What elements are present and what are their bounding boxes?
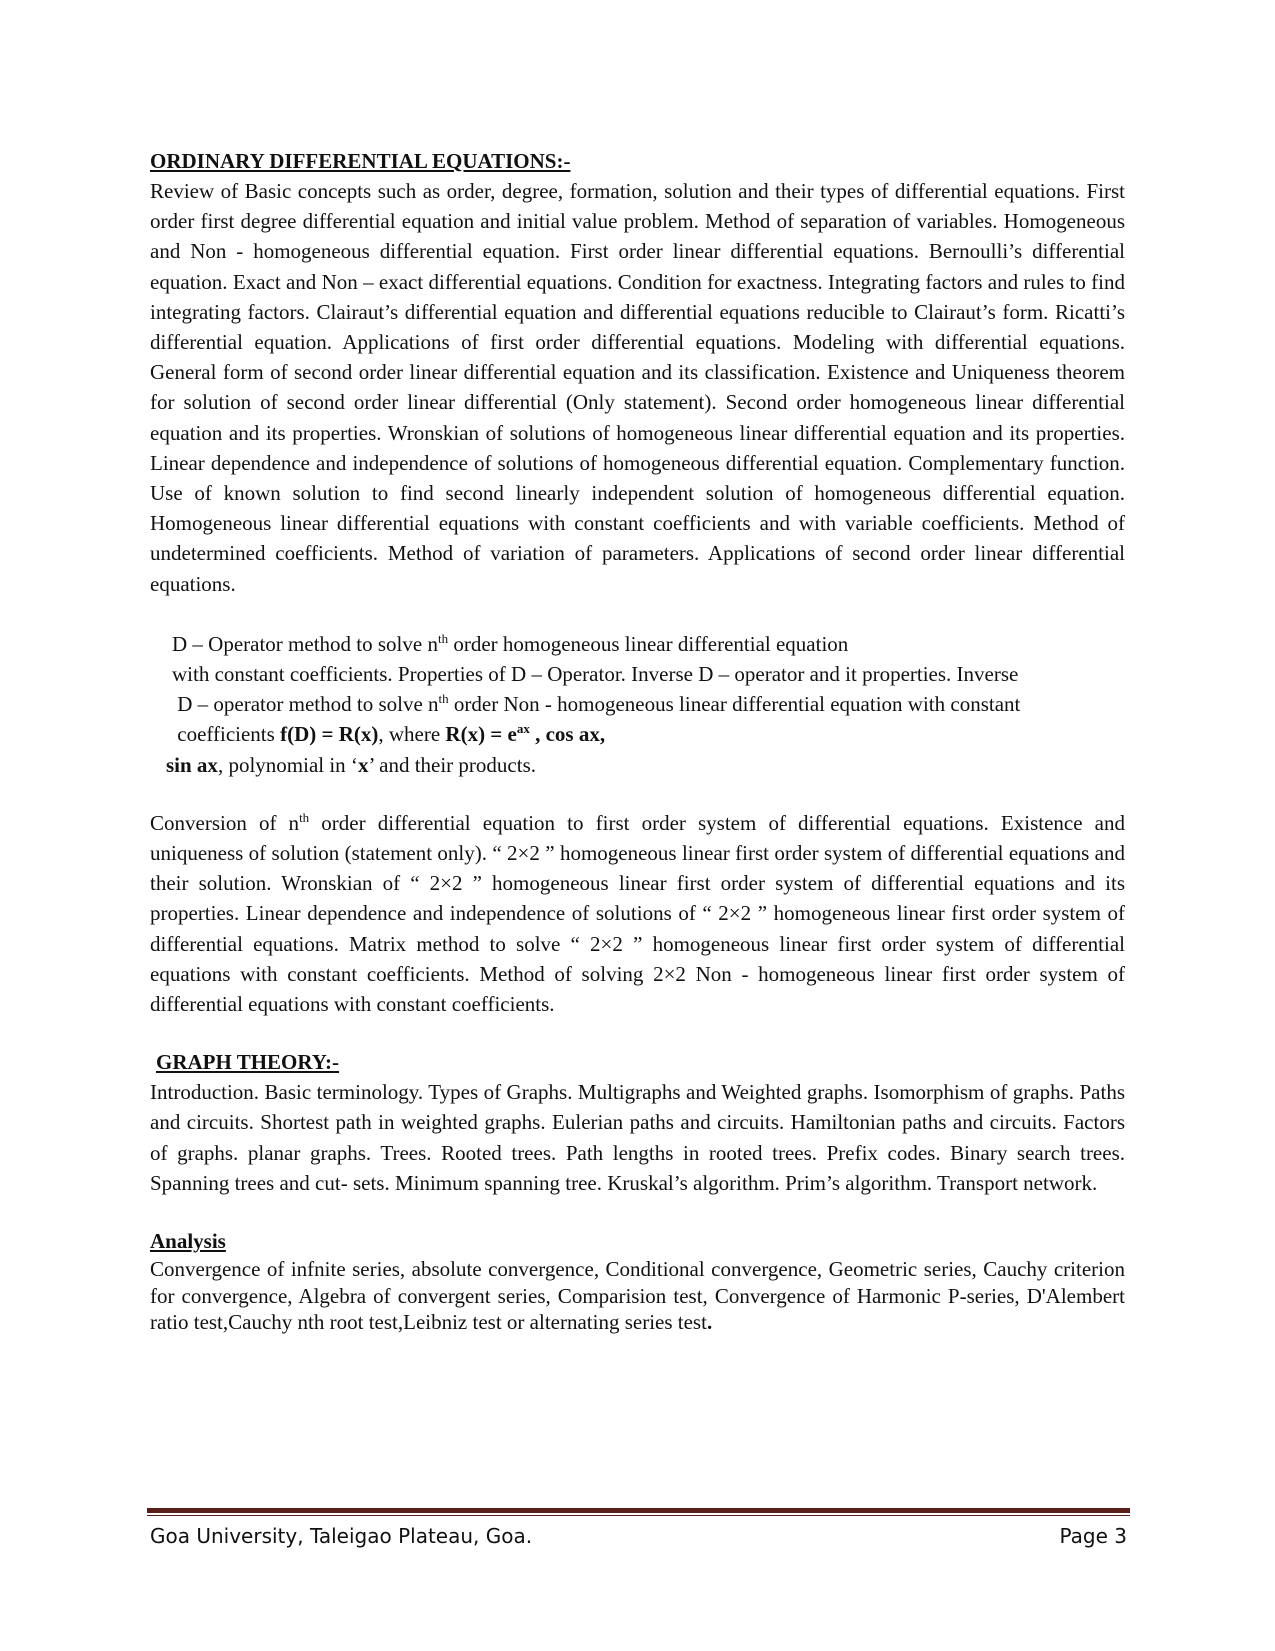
- d-operator-exponent: ax: [516, 721, 530, 737]
- d-operator-block: [166, 629, 1125, 780]
- d-operator-line-5-text-a: , polynomial in ‘: [217, 752, 358, 777]
- analysis-paragraph-text: Convergence of infnite series, absolute convergence, Conditional convergence, Geometric series, Cauchy criterion for convergence, Algebra of convergent series, Comparision test, Convergence of Harmonic P-series, D'Alembert ratio test,Cauchy nth root test,Leibniz test or alternating series test: [150, 1257, 1125, 1335]
- d-operator-line-3-text-b: order Non - homogeneous linear differential equation with constant: [448, 692, 1021, 717]
- analysis-end-mark: .: [706, 1310, 713, 1335]
- d-operator-line-1: [172, 629, 1125, 659]
- conversion-paragraph: [150, 808, 1125, 1019]
- d-operator-line-5: [166, 750, 1125, 780]
- d-operator-line-4-text-b: , where: [378, 722, 446, 747]
- footer-institution: Goa University, Taleigao Plateau, Goa.: [150, 1524, 533, 1548]
- document-page: [150, 146, 1125, 1336]
- d-operator-line-1-sup: th: [437, 630, 449, 646]
- d-operator-line-4: [172, 719, 1125, 749]
- d-operator-line-3: [172, 689, 1125, 719]
- d-operator-formula-rx: R(x) = e: [445, 722, 517, 747]
- page-footer: [150, 1524, 1127, 1548]
- footer-rule: [147, 1508, 1130, 1513]
- conversion-sup: th: [299, 809, 310, 825]
- d-operator-variable-x: x: [357, 752, 369, 777]
- d-operator-line-1-text-a: D – Operator method to solve n: [172, 631, 438, 656]
- conversion-text-a: Conversion of n: [150, 810, 300, 835]
- graph-theory-paragraph: Introduction. Basic terminology. Types of Graphs. Multigraphs and Weighted graphs. Isomorphism of graphs. Paths and circuits. Shortest path in weighted graphs. Eulerian paths and circuits. Hamiltonian paths and circuits. Factors of graphs. planar graphs. Trees. Rooted trees. Path lengths in rooted trees. Prefix codes. Binary search trees. Spanning trees and cut- sets. Minimum spanning tree. Kruskal’s algorithm. Prim’s algorithm. Transport network.: [150, 1080, 1125, 1195]
- d-operator-line-1-text-b: order homogeneous linear differential equation: [448, 631, 849, 656]
- d-operator-line-3-sup: th: [438, 691, 449, 707]
- d-operator-formula-sin: sin ax: [166, 752, 218, 777]
- d-operator-formula-cos: , cos ax,: [529, 722, 606, 747]
- ode-heading: ORDINARY DIFFERENTIAL EQUATIONS:-: [150, 149, 571, 173]
- graph-theory-heading: GRAPH THEORY:-: [156, 1050, 340, 1075]
- footer-page-number: Page 3: [1059, 1524, 1127, 1548]
- d-operator-formula-fd: f(D) = R(x): [280, 722, 379, 747]
- analysis-heading: Analysis: [150, 1229, 226, 1254]
- d-operator-line-2: with constant coefficients. Properties of D – Operator. Inverse D – operator and it properties. Inverse: [172, 662, 1019, 687]
- d-operator-line-3-text-a: D – operator method to solve n: [177, 692, 439, 717]
- conversion-text-b: order differential equation to first order system of differential equations. Existence and uniqueness of solution (statement only). “ 2×2 ” homogeneous linear first order system of differential equations and their solution. Wronskian of “ 2×2 ” homogeneous linear first order system of differential equations and its properties. Linear dependence and independence of solutions of “ 2×2 ” homogeneous linear first order system of differential equations. Matrix method to solve “ 2×2 ” homogeneous linear first order system of differential equations with constant coefficients. Method of solving 2×2 Non - homogeneous linear first order system of differential equations with constant coefficients.: [150, 810, 1125, 1017]
- footer-rule-thin: [147, 1515, 1130, 1516]
- d-operator-line-4-text-a: coefficients: [177, 722, 281, 747]
- ode-paragraph: Review of Basic concepts such as order, degree, formation, solution and their types of differential equations. First order first degree differential equation and initial value problem. Method of separation of variables. Homogeneous and Non - homogeneous differential equation. First order linear differential equations. Bernoulli’s differential equation. Exact and Non – exact differential equations. Condition for exactness. Integrating factors and rules to find integrating factors. Clairaut’s differential equation and differential equations reducible to Clairaut’s form. Ricatti’s differential equation. Applications of first order differential equations. Modeling with differential equations. General form of second order linear differential equation and its classification. Existence and Uniqueness theorem for solution of second order linear differential (Only statement). Second order homogeneous linear differential equation and its properties. Wronskian of solutions of homogeneous linear differential equation and its properties. Linear dependence and independence of solutions of homogeneous differential equation. Complementary function. Use of known solution to find second linearly independent solution of homogeneous differential equation. Homogeneous linear differential equations with constant coefficients and with variable coefficients. Method of undetermined coefficients. Method of variation of parameters. Applications of second order linear differential equations.: [150, 179, 1125, 596]
- analysis-paragraph: [150, 1256, 1125, 1336]
- d-operator-line-5-text-b: ’ and their products.: [368, 752, 536, 777]
